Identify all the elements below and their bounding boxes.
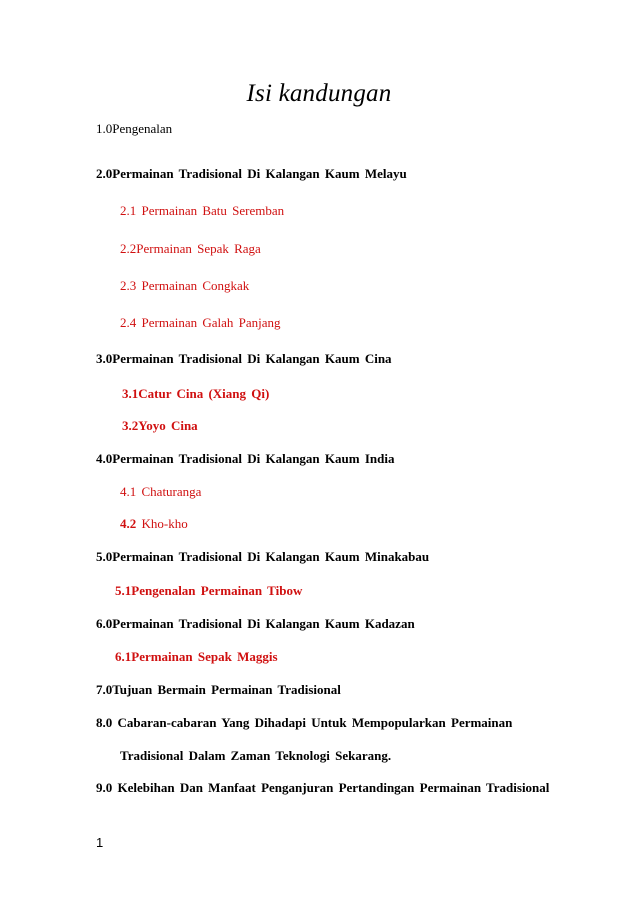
toc-number: 2.0 xyxy=(96,166,113,181)
toc-text: Pengenalan Permainan Tibow xyxy=(131,583,303,598)
toc-text: Permainan Tradisional Di Kalangan Kaum India xyxy=(112,451,395,466)
toc-entry-9-0 xyxy=(96,780,549,796)
toc-entry-6-0 xyxy=(96,616,415,632)
toc-number: 3.2 xyxy=(122,418,139,433)
toc-entry-3-0 xyxy=(96,351,392,367)
toc-number: 5.0 xyxy=(96,549,113,564)
toc-entry-1-0 xyxy=(96,121,172,137)
toc-number: 2.1 xyxy=(120,203,137,218)
toc-text: Chaturanga xyxy=(136,484,202,499)
toc-number: 3.1 xyxy=(122,386,139,401)
toc-text: Permainan Tradisional Di Kalangan Kaum Cina xyxy=(112,351,392,366)
toc-entry-4-1 xyxy=(120,484,201,500)
toc-number: 7.0 xyxy=(96,682,113,697)
toc-entry-2-0 xyxy=(96,166,407,182)
toc-text: Tujuan Bermain Permainan Tradisional xyxy=(112,682,341,697)
toc-entry-2-2 xyxy=(120,241,261,257)
toc-entry-2-4 xyxy=(120,315,281,331)
toc-entry-3-2 xyxy=(122,418,198,434)
page-number: 1 xyxy=(96,835,104,850)
toc-text: Permainan Tradisional Di Kalangan Kaum Kadazan xyxy=(112,616,415,631)
toc-number: 6.0 xyxy=(96,616,113,631)
toc-entry-4-2 xyxy=(120,516,188,532)
toc-text: Permainan Batu Seremban xyxy=(136,203,285,218)
toc-text: Permainan Galah Panjang xyxy=(136,315,281,330)
toc-text: Permainan Congkak xyxy=(136,278,250,293)
toc-entry-2-1 xyxy=(120,203,284,219)
toc-number: 6.1 xyxy=(115,649,132,664)
toc-entry-5-1 xyxy=(115,583,302,599)
toc-text: Pengenalan xyxy=(112,121,173,136)
toc-number: 1.0 xyxy=(96,121,113,136)
toc-text: Kho-kho xyxy=(136,516,188,531)
toc-text: Kelebihan Dan Manfaat Penganjuran Pertandingan Permainan Tradisional xyxy=(112,780,550,795)
toc-text: Permainan Tradisional Di Kalangan Kaum Minakabau xyxy=(112,549,430,564)
toc-entry-8-0-continuation xyxy=(120,748,391,764)
toc-number: 9.0 xyxy=(96,780,113,795)
toc-number: 3.0 xyxy=(96,351,113,366)
toc-number: 8.0 xyxy=(96,715,113,730)
toc-entry-8-0 xyxy=(96,715,512,731)
toc-number: 2.2 xyxy=(120,241,137,256)
toc-number: 2.4 xyxy=(120,315,137,330)
toc-number: 4.2 xyxy=(120,516,137,531)
toc-entry-6-1 xyxy=(115,649,278,665)
toc-entry-5-0 xyxy=(96,549,429,565)
toc-text: Permainan Tradisional Di Kalangan Kaum Melayu xyxy=(112,166,407,181)
toc-entry-2-3 xyxy=(120,278,249,294)
toc-text: Permainan Sepak Raga xyxy=(136,241,261,256)
toc-number: 4.0 xyxy=(96,451,113,466)
toc-text: Tradisional Dalam Zaman Teknologi Sekarang. xyxy=(120,748,392,763)
toc-text: Cabaran-cabaran Yang Dihadapi Untuk Mempopularkan Permainan xyxy=(112,715,513,730)
toc-number: 2.3 xyxy=(120,278,137,293)
toc-number: 5.1 xyxy=(115,583,132,598)
toc-entry-3-1 xyxy=(122,386,269,402)
toc-entry-4-0 xyxy=(96,451,394,467)
toc-text: Permainan Sepak Maggis xyxy=(131,649,278,664)
toc-entry-7-0 xyxy=(96,682,341,698)
toc-text: Catur Cina (Xiang Qi) xyxy=(138,386,270,401)
page-title: Isi kandungan xyxy=(246,80,392,107)
toc-number: 4.1 xyxy=(120,484,137,499)
toc-text: Yoyo Cina xyxy=(138,418,198,433)
